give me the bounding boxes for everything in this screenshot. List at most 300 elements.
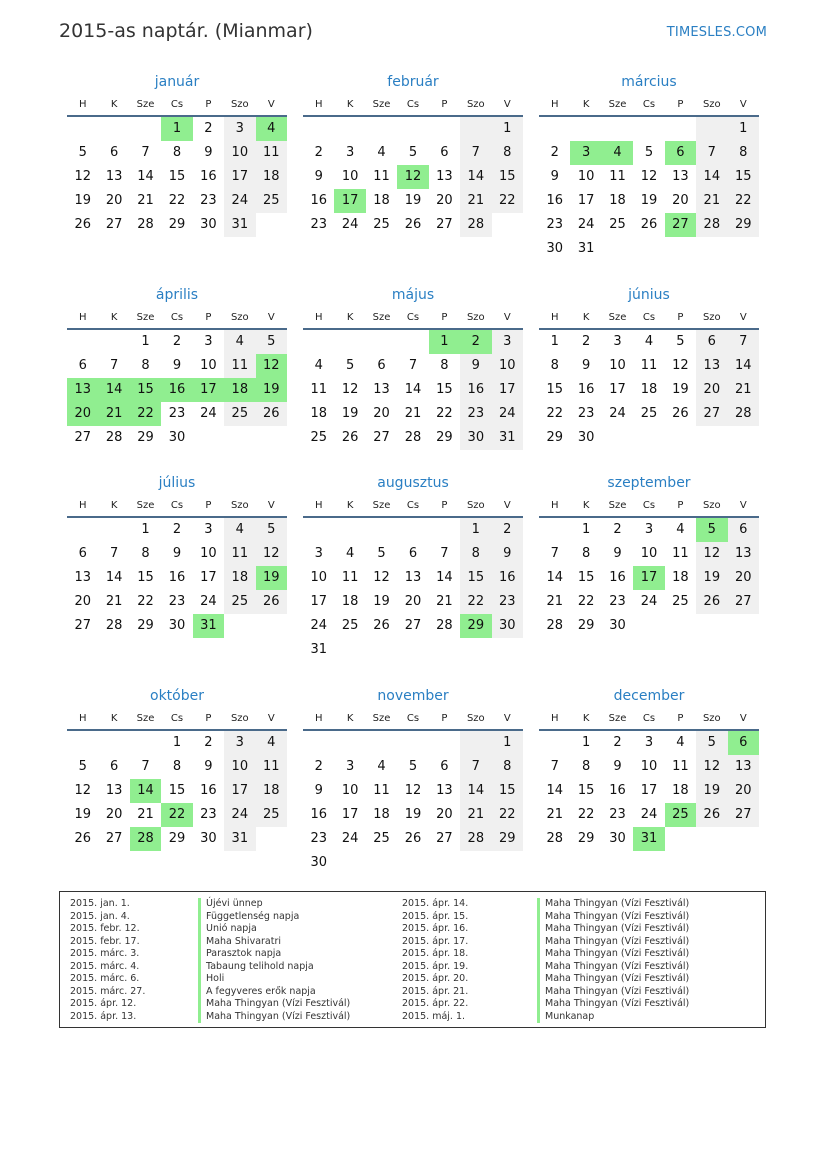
month-name: május <box>391 287 435 303</box>
week-row <box>67 590 287 614</box>
day-cell: 25 <box>310 430 327 445</box>
day-cell: 15 <box>137 570 154 585</box>
day-cell: 24 <box>640 807 658 822</box>
holiday-date: 2015. ápr. 12. <box>70 998 137 1009</box>
holiday-date: 2015. márc. 6. <box>70 973 140 984</box>
empty-cell <box>397 851 428 875</box>
day-cell: 14 <box>436 570 453 585</box>
day-cell: 13 <box>105 169 123 184</box>
week-row <box>539 827 759 851</box>
day-cell: 30 <box>492 614 523 638</box>
weekday-label: P <box>441 99 448 110</box>
day-cell: 17 <box>492 378 523 402</box>
day-cell: 27 <box>696 402 727 426</box>
empty-cell <box>334 638 365 662</box>
day-cell: 22 <box>436 406 453 421</box>
weekday-label: Szo <box>466 312 485 323</box>
empty-cell <box>397 117 428 141</box>
week-row <box>539 755 759 779</box>
day-cell: 24 <box>609 406 626 421</box>
empty-cell <box>633 426 664 450</box>
weekday-label: Cs <box>170 500 184 511</box>
day-cell: 5 <box>256 330 287 354</box>
day-cell: 23 <box>609 807 626 822</box>
empty-cell <box>397 638 428 662</box>
day-cell: 22 <box>161 803 192 827</box>
day-cell: 15 <box>577 570 595 585</box>
empty-cell <box>696 117 727 141</box>
day-cell: 22 <box>137 594 154 609</box>
day-cell: 29 <box>168 831 186 846</box>
day-cell: 26 <box>373 618 390 633</box>
day-cell: 18 <box>224 566 255 590</box>
day-cell: 7 <box>550 546 559 561</box>
day-cell: 25 <box>672 594 689 609</box>
day-cell: 12 <box>373 570 390 585</box>
weekday-label: Szo <box>230 713 249 724</box>
week-row <box>303 638 523 662</box>
day-cell: 18 <box>609 193 626 208</box>
day-cell: 14 <box>460 779 491 803</box>
day-cell: 28 <box>460 827 491 851</box>
day-cell: 17 <box>341 807 359 822</box>
day-cell: 21 <box>137 807 154 822</box>
empty-cell <box>334 330 365 354</box>
day-cell: 2 <box>613 522 622 537</box>
day-cell: 20 <box>728 779 759 803</box>
week-row <box>539 779 759 803</box>
holiday-name: Maha Thingyan (Vízi Fesztivál) <box>198 998 350 1011</box>
day-cell: 3 <box>314 546 323 561</box>
weekday-label: Sze <box>372 99 391 110</box>
week-row <box>539 402 759 426</box>
empty-cell <box>665 426 696 450</box>
day-cell: 6 <box>109 759 119 774</box>
week-row <box>67 330 287 354</box>
empty-cell <box>67 731 98 755</box>
week-row <box>539 590 759 614</box>
day-cell: 27 <box>436 217 453 232</box>
weekday-label: H <box>550 99 559 110</box>
weekday-label: V <box>503 500 511 511</box>
empty-cell <box>366 731 397 755</box>
week-row <box>303 117 523 141</box>
weekday-label: Cs <box>642 713 656 724</box>
day-cell: 9 <box>172 546 182 561</box>
week-row <box>539 237 759 261</box>
day-cell: 4 <box>377 759 386 774</box>
weekday-label: K <box>582 713 590 724</box>
day-cell: 18 <box>373 807 390 822</box>
day-cell: 3 <box>204 522 213 537</box>
day-cell: 15 <box>436 382 453 397</box>
holiday-date: 2015. jan. 1. <box>70 898 130 909</box>
day-cell: 27 <box>404 618 422 633</box>
day-cell: 19 <box>74 193 91 208</box>
day-cell: 16 <box>577 382 595 397</box>
day-cell: 20 <box>74 594 91 609</box>
day-cell: 27 <box>436 831 453 846</box>
empty-cell <box>492 638 523 662</box>
day-cell: 24 <box>310 618 327 633</box>
day-cell: 20 <box>436 807 453 822</box>
day-cell: 11 <box>224 542 255 566</box>
day-cell: 1 <box>550 334 559 349</box>
weekday-label: Szo <box>702 312 721 323</box>
week-row <box>539 803 759 827</box>
day-cell: 2 <box>460 330 491 354</box>
month-5 <box>539 285 759 450</box>
day-cell: 26 <box>256 590 287 614</box>
day-cell: 1 <box>492 117 523 141</box>
day-cell: 3 <box>224 117 255 141</box>
day-cell: 14 <box>137 169 154 184</box>
day-cell: 19 <box>696 779 727 803</box>
day-cell: 15 <box>460 566 491 590</box>
day-cell: 28 <box>546 618 563 633</box>
day-cell: 7 <box>440 546 449 561</box>
day-cell: 1 <box>429 330 460 354</box>
week-row <box>67 779 287 803</box>
day-cell: 22 <box>492 189 523 213</box>
empty-cell <box>460 731 491 755</box>
day-cell: 17 <box>310 594 327 609</box>
empty-cell <box>67 117 98 141</box>
day-cell: 30 <box>168 430 186 445</box>
weekday-label: Szo <box>466 713 485 724</box>
day-cell: 6 <box>109 145 119 160</box>
day-cell: 4 <box>644 334 654 349</box>
weekday-label: Cs <box>406 312 420 323</box>
weekday-label: P <box>205 713 212 724</box>
weekday-label: Szo <box>466 500 485 511</box>
holiday-date: 2015. ápr. 20. <box>402 973 469 984</box>
empty-cell <box>366 851 397 875</box>
weekday-label: V <box>267 713 275 724</box>
day-cell: 16 <box>609 570 626 585</box>
day-cell: 23 <box>168 406 186 421</box>
day-cell: 13 <box>67 378 98 402</box>
weekday-label: V <box>267 500 275 511</box>
day-cell: 14 <box>696 165 727 189</box>
day-cell: 7 <box>141 145 150 160</box>
day-cell: 8 <box>141 546 150 561</box>
day-cell: 18 <box>640 382 658 397</box>
day-cell: 18 <box>672 570 689 585</box>
day-cell: 4 <box>676 522 685 537</box>
week-row <box>67 614 287 638</box>
day-cell: 6 <box>377 358 386 373</box>
week-row <box>67 755 287 779</box>
day-cell: 23 <box>200 807 217 822</box>
month-0 <box>67 72 287 237</box>
empty-cell <box>366 117 397 141</box>
holiday-date: 2015. ápr. 21. <box>402 985 469 997</box>
day-cell: 5 <box>696 518 727 542</box>
week-row <box>539 566 759 590</box>
day-cell: 11 <box>224 354 255 378</box>
day-cell: 28 <box>436 618 453 633</box>
day-cell: 23 <box>577 406 595 421</box>
month-name: március <box>621 74 677 90</box>
week-row <box>303 141 523 165</box>
day-cell: 10 <box>310 570 327 585</box>
month-1 <box>303 72 523 237</box>
empty-cell <box>602 117 633 141</box>
week-row <box>67 731 287 755</box>
empty-cell <box>303 731 334 755</box>
day-cell: 14 <box>546 783 563 798</box>
week-row <box>67 426 287 450</box>
day-cell: 31 <box>224 827 255 851</box>
week-row <box>539 141 759 165</box>
day-cell: 8 <box>581 759 591 774</box>
week-row <box>303 779 523 803</box>
weekday-label: Sze <box>372 500 391 511</box>
holiday-name: Maha Shivaratri <box>198 936 350 949</box>
day-cell: 19 <box>256 566 287 590</box>
weekday-label: K <box>346 713 354 724</box>
holiday-name: Maha Thingyan (Vízi Fesztivál) <box>537 923 689 936</box>
day-cell: 25 <box>640 406 658 421</box>
week-row <box>539 330 759 354</box>
week-row <box>539 542 759 566</box>
day-cell: 8 <box>172 145 182 160</box>
weekday-header <box>303 95 523 117</box>
day-cell: 24 <box>341 217 359 232</box>
empty-cell <box>224 614 255 638</box>
holiday-date: 2015. ápr. 13. <box>70 1010 137 1022</box>
day-cell: 10 <box>200 546 217 561</box>
day-cell: 21 <box>728 378 759 402</box>
weekday-label: Cs <box>406 99 420 110</box>
day-cell: 10 <box>640 759 658 774</box>
empty-cell <box>728 426 759 450</box>
day-cell: 9 <box>314 783 323 798</box>
day-cell: 3 <box>492 330 523 354</box>
day-cell: 8 <box>728 141 759 165</box>
weekday-label: P <box>677 500 684 511</box>
empty-cell <box>460 117 491 141</box>
holiday-name: Maha Thingyan (Vízi Fesztivál) <box>537 948 689 961</box>
empty-cell <box>130 731 161 755</box>
day-cell: 10 <box>224 141 255 165</box>
weekday-label: Cs <box>170 312 184 323</box>
day-cell: 3 <box>570 141 601 165</box>
empty-cell <box>460 851 491 875</box>
week-row <box>539 731 759 755</box>
week-row <box>303 851 523 875</box>
day-cell: 26 <box>640 217 658 232</box>
weekday-label: V <box>739 312 747 323</box>
empty-cell <box>539 731 570 755</box>
day-cell: 1 <box>460 518 491 542</box>
month-9 <box>67 686 287 851</box>
day-cell: 20 <box>672 193 689 208</box>
weekday-label: Sze <box>608 500 627 511</box>
holiday-dates-right <box>402 898 468 1023</box>
day-cell: 5 <box>696 731 727 755</box>
day-cell: 4 <box>314 358 323 373</box>
day-cell: 9 <box>550 169 559 184</box>
empty-cell <box>397 731 428 755</box>
weekday-label: H <box>314 713 323 724</box>
day-cell: 27 <box>74 618 91 633</box>
day-cell: 28 <box>137 217 154 232</box>
month-7 <box>303 473 523 662</box>
day-cell: 19 <box>256 378 287 402</box>
week-row <box>67 518 287 542</box>
day-cell: 17 <box>193 378 224 402</box>
day-cell: 25 <box>341 618 359 633</box>
day-cell: 19 <box>696 566 727 590</box>
holiday-date: 2015. ápr. 17. <box>402 935 469 947</box>
empty-cell <box>665 614 696 638</box>
day-cell: 21 <box>460 189 491 213</box>
day-cell: 10 <box>341 169 359 184</box>
day-cell: 27 <box>728 590 759 614</box>
day-cell: 27 <box>105 831 123 846</box>
week-row <box>539 213 759 237</box>
weekday-label: H <box>314 312 323 323</box>
day-cell: 25 <box>224 590 255 614</box>
day-cell: 16 <box>609 783 626 798</box>
holiday-name: Parasztok napja <box>198 948 350 961</box>
day-cell: 29 <box>492 827 523 851</box>
day-cell: 22 <box>460 590 491 614</box>
day-cell: 3 <box>345 759 355 774</box>
day-cell: 6 <box>408 546 418 561</box>
holiday-name: Maha Thingyan (Vízi Fesztivál) <box>198 1011 350 1024</box>
empty-cell <box>539 117 570 141</box>
day-cell: 24 <box>200 406 217 421</box>
weekday-label: Szo <box>702 500 721 511</box>
day-cell: 13 <box>672 169 689 184</box>
empty-cell <box>334 851 365 875</box>
day-cell: 14 <box>728 354 759 378</box>
day-cell: 18 <box>224 378 255 402</box>
month-3 <box>67 285 287 450</box>
day-cell: 2 <box>581 334 591 349</box>
day-cell: 22 <box>168 193 186 208</box>
day-cell: 21 <box>404 406 422 421</box>
weekday-label: K <box>110 713 118 724</box>
day-cell: 19 <box>373 594 390 609</box>
empty-cell <box>397 330 428 354</box>
day-cell: 5 <box>256 518 287 542</box>
empty-cell <box>224 426 255 450</box>
day-cell: 8 <box>141 358 150 373</box>
day-cell: 29 <box>436 430 453 445</box>
empty-cell <box>303 518 334 542</box>
day-cell: 21 <box>137 193 154 208</box>
day-cell: 14 <box>404 382 422 397</box>
weekday-label: K <box>582 99 590 110</box>
weekday-label: Cs <box>406 500 420 511</box>
day-cell: 31 <box>193 614 224 638</box>
week-row <box>67 542 287 566</box>
empty-cell <box>665 827 696 851</box>
week-row <box>539 117 759 141</box>
day-cell: 25 <box>256 803 287 827</box>
week-row <box>303 165 523 189</box>
day-cell: 20 <box>373 406 390 421</box>
day-cell: 6 <box>78 546 87 561</box>
day-cell: 13 <box>436 783 453 798</box>
day-cell: 25 <box>256 189 287 213</box>
empty-cell <box>256 614 287 638</box>
weekday-label: H <box>314 99 323 110</box>
empty-cell <box>460 638 491 662</box>
day-cell: 2 <box>314 759 323 774</box>
day-cell: 16 <box>310 193 327 208</box>
day-cell: 17 <box>334 189 365 213</box>
weekday-header <box>303 496 523 518</box>
holiday-date: 2015. márc. 3. <box>70 948 140 959</box>
brand-link[interactable]: TIMESLES.COM <box>666 25 767 40</box>
weekday-label: Cs <box>406 713 420 724</box>
day-cell: 16 <box>310 807 327 822</box>
empty-cell <box>429 638 460 662</box>
holiday-date: 2015. jan. 4. <box>70 910 130 922</box>
day-cell: 4 <box>345 546 355 561</box>
day-cell: 17 <box>224 779 255 803</box>
day-cell: 23 <box>168 594 186 609</box>
empty-cell <box>429 851 460 875</box>
day-cell: 10 <box>577 169 595 184</box>
weekday-label: Szo <box>230 500 249 511</box>
empty-cell <box>256 827 287 851</box>
holiday-date: 2015. márc. 27. <box>70 985 146 997</box>
holiday-name: Maha Thingyan (Vízi Fesztivál) <box>537 961 689 974</box>
empty-cell <box>334 731 365 755</box>
holiday-date: 2015. márc. 4. <box>70 960 140 972</box>
day-cell: 28 <box>105 430 123 445</box>
day-cell: 5 <box>377 546 386 561</box>
weekday-label: H <box>78 713 87 724</box>
day-cell: 24 <box>200 594 217 609</box>
day-cell: 24 <box>224 803 255 827</box>
day-cell: 12 <box>256 542 287 566</box>
day-cell: 16 <box>200 783 217 798</box>
day-cell: 15 <box>492 779 523 803</box>
month-8 <box>539 473 759 638</box>
day-cell: 10 <box>341 783 359 798</box>
day-cell: 24 <box>492 402 523 426</box>
day-cell: 17 <box>224 165 255 189</box>
week-row <box>67 402 287 426</box>
day-cell: 27 <box>105 217 123 232</box>
week-row <box>539 614 759 638</box>
empty-cell <box>98 731 129 755</box>
week-row <box>67 803 287 827</box>
day-cell: 21 <box>546 807 563 822</box>
month-name: április <box>155 287 199 303</box>
day-cell: 19 <box>74 807 91 822</box>
holiday-date: 2015. ápr. 18. <box>402 948 469 959</box>
week-row <box>67 213 287 237</box>
week-row <box>303 330 523 354</box>
day-cell: 11 <box>640 358 658 373</box>
day-cell: 6 <box>665 141 696 165</box>
month-name: június <box>628 287 670 303</box>
week-row <box>303 827 523 851</box>
holiday-name: Tabaung telihold napja <box>198 961 350 974</box>
day-cell: 15 <box>546 382 563 397</box>
day-cell: 29 <box>460 614 491 638</box>
day-cell: 18 <box>256 165 287 189</box>
day-cell: 31 <box>310 642 327 657</box>
